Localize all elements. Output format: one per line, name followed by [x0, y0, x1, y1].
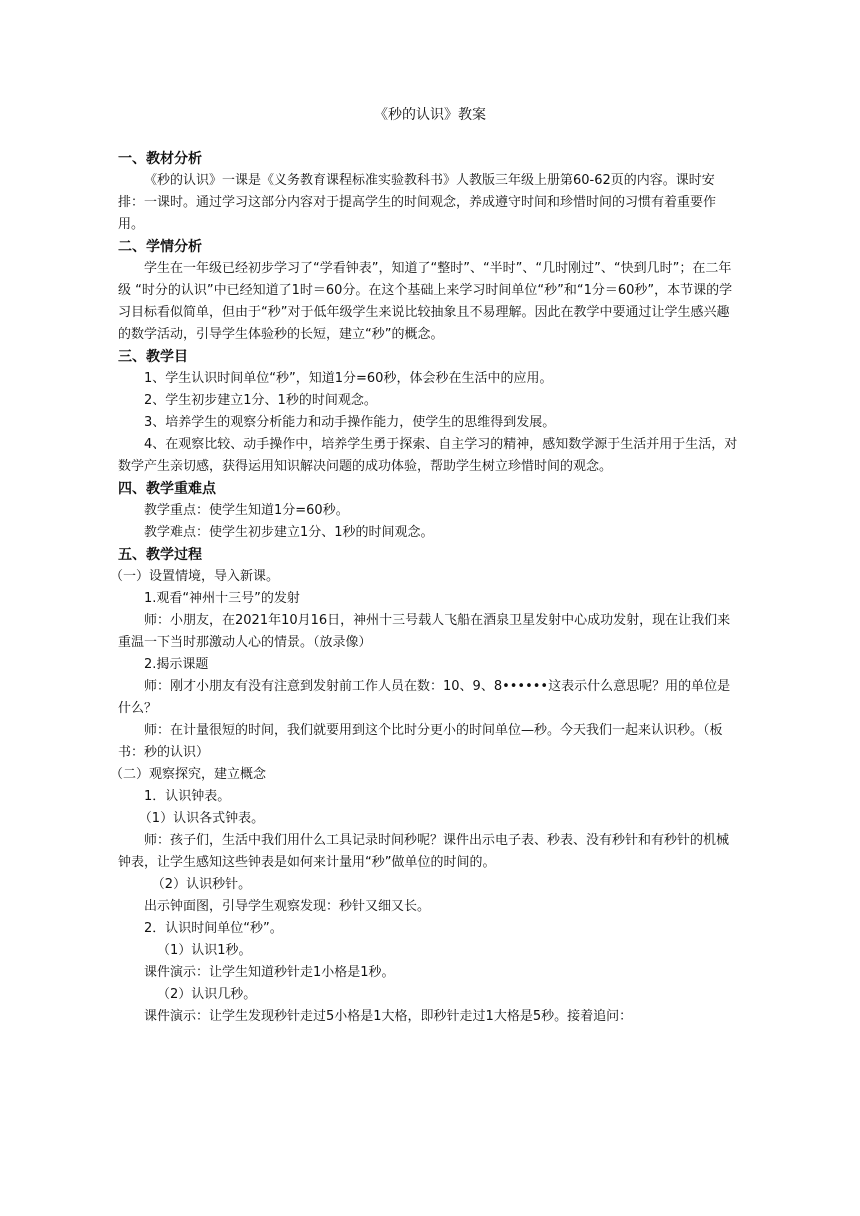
- document-title: 《秒的认识》教案: [374, 107, 486, 123]
- list-item: 4、在观察比较、动手操作中，培养学生勇于探索、自主学习的精神，感知数学源于生活并用于生活，对数学产生亲切感，获得运用知识解决问题的成功体验，帮助学生树立珍惜时间的观念。: [118, 437, 738, 474]
- step-heading: 2.揭示课题: [144, 657, 209, 672]
- paragraph: 课件演示：让学生知道秒针走1小格是1秒。: [144, 965, 395, 980]
- paragraph: 师：刚才小朋友有没有注意到发射前工作人员在数：10、9、8••••••这表示什么意思呢？用的单位是什么？: [118, 679, 731, 716]
- section-heading-2: 二、学情分析: [118, 239, 202, 255]
- paragraph: 学生在一年级已经初步学习了“学看钟表”，知道了“整时”、“半时”、“几时刚过”、“快到几时”；在二年级 “时分的认识”中已经知道了1时＝60分。在这个基础上来学习时间单位“秒”和“1分＝60秒”，本节课的学习目标看似简单，但由于“秒”对于低年级学生来说比较抽象且不易理解。因此在教学中要通过让学生感兴趣的数学活动，引导学生体验秒的长短，建立“秒”的概念。: [118, 261, 733, 342]
- step-heading: （1）认识各式钟表。: [138, 811, 265, 826]
- subsection-heading: （二）观察探究，建立概念: [110, 767, 267, 782]
- paragraph: 师：小朋友，在2021年10月16日，神州十三号载人飞船在酒泉卫星发射中心成功发射，现在让我们来重温一下当时那激动人心的情景。（放录像）: [118, 613, 731, 650]
- step-heading: （2）认识几秒。: [157, 987, 257, 1002]
- section-heading-1: 一、教材分析: [118, 151, 202, 167]
- paragraph: 师：孩子们，生活中我们用什么工具记录时间秒呢？课件出示电子表、秒表、没有秒针和有秒针的机械钟表，让学生感知这些钟表是如何来计量用“秒”做单位的时间的。: [118, 833, 730, 870]
- list-item: 1、学生认识时间单位“秒”，知道1分=60秒，体会秒在生活中的应用。: [144, 371, 553, 386]
- list-item: 2、学生初步建立1分、1秒的时间观念。: [144, 393, 377, 408]
- subsection-heading: （一）设置情境，导入新课。: [110, 569, 280, 584]
- paragraph: 课件演示：让学生发现秒针走过5小格是1大格，即秒针走过1大格是5秒。接着追问：: [144, 1009, 633, 1024]
- step-heading: （1）认识1秒。: [157, 943, 252, 958]
- list-item: 3、培养学生的观察分析能力和动手操作能力，使学生的思维得到发展。: [144, 415, 556, 430]
- section-heading-4: 四、教学重难点: [118, 481, 216, 497]
- paragraph: 师：在计量很短的时间，我们就要用到这个比时分更小的时间单位—秒。今天我们一起来认识秒。（板书：秒的认识）: [118, 723, 723, 760]
- paragraph: 出示钟面图，引导学生观察发现：秒针又细又长。: [144, 899, 431, 914]
- document-body: [110, 148, 738, 1028]
- step-heading: 1.观看“神州十三号”的发射: [144, 591, 300, 606]
- paragraph: 《秒的认识》一课是《义务教育课程标准实验教科书》人教版三年级上册第60-62页的内容。课时安排：一课时。通过学习这部分内容对于提高学生的时间观念，养成遵守时间和珍惜时间的习惯有着重要作用。: [118, 173, 717, 232]
- paragraph: 教学重点：使学生知道1分=60秒。: [144, 503, 349, 518]
- paragraph: 教学难点：使学生初步建立1分、1秒的时间观念。: [144, 525, 434, 540]
- section-heading-3: 三、教学目: [118, 349, 188, 365]
- step-heading: （2）认识秒针。: [151, 877, 252, 892]
- section-heading-5: 五、教学过程: [118, 547, 202, 563]
- step-heading: 2．认识时间单位“秒”。: [144, 921, 283, 936]
- step-heading: 1．认识钟表。: [144, 789, 231, 804]
